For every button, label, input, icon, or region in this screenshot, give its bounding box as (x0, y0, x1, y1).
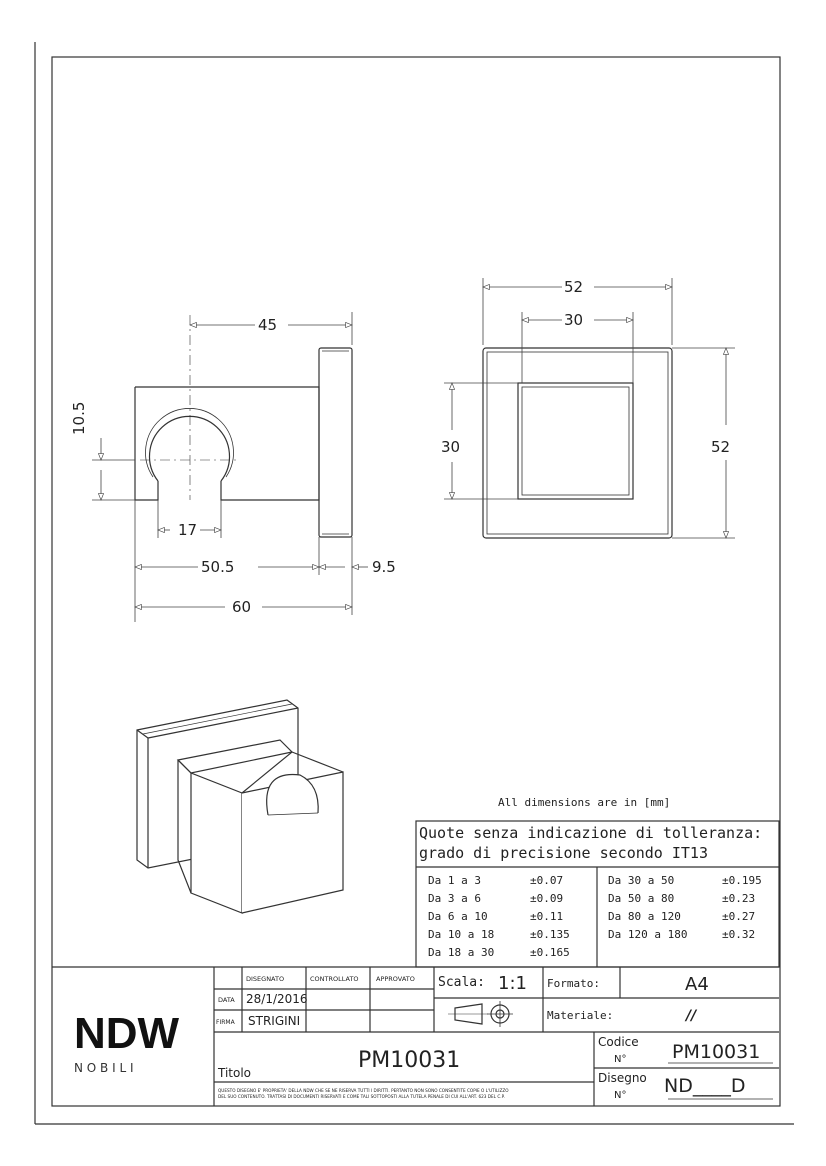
titolo-value: PM10031 (358, 1048, 461, 1073)
svg-text:±0.165: ±0.165 (530, 946, 570, 959)
disegno-label: Disegno (598, 1071, 647, 1085)
svg-text:±0.11: ±0.11 (530, 910, 564, 923)
materiale-value: // (686, 1008, 697, 1024)
dim-30-left: 30 (441, 438, 461, 456)
codice-value: PM10031 (672, 1041, 761, 1063)
materiale-label: Materiale: (547, 1009, 614, 1022)
col-approvato: APPROVATO (376, 975, 415, 983)
scala-value: 1:1 (498, 973, 527, 994)
row-data: DATA (218, 996, 235, 1004)
svg-text:Da 50 a 80: Da 50 a 80 (608, 892, 675, 905)
svg-text:Da 6 a 10: Da 6 a 10 (428, 910, 488, 923)
isometric-view (137, 700, 343, 913)
svg-text:±0.195: ±0.195 (722, 874, 762, 887)
svg-text:Da 120 a 180: Da 120 a 180 (608, 928, 688, 941)
titolo-label: Titolo (218, 1066, 252, 1080)
dim-9-5: 9.5 (372, 558, 396, 576)
svg-text:±0.07: ±0.07 (530, 874, 564, 887)
svg-text:Da 80 a 120: Da 80 a 120 (608, 910, 681, 923)
tolerance-table-left (428, 874, 570, 959)
dim-30-top: 30 (564, 311, 584, 329)
signature-value: STRIGINI (248, 1014, 301, 1028)
scala-label: Scala: (438, 975, 485, 990)
dim-50-5: 50.5 (201, 558, 235, 576)
tolerance-title-2: grado di precisione secondo IT13 (419, 844, 708, 862)
svg-text:±0.09: ±0.09 (530, 892, 564, 905)
tolerance-title-1: Quote senza indicazione di tolleranza: (419, 824, 763, 842)
svg-text:N O B I L I: N O B I L I (74, 1061, 134, 1075)
disclaimer-line-2: DEL SUO CONTENUTO. TRATTASI DI DOCUMENTI RISERVATI E COME TALI SOTTOPOSTI ALLA TUTELA PENALE DI CUI ALL'ART. 623 DEL C.P. (218, 1094, 505, 1099)
dim-45: 45 (258, 316, 278, 334)
company-logo (74, 1009, 180, 1075)
svg-text:Da 10 a 18: Da 10 a 18 (428, 928, 495, 941)
dim-10-5: 10.5 (70, 401, 88, 435)
tolerance-table-right (608, 874, 762, 941)
units-note: All dimensions are in [mm] (498, 796, 671, 809)
dim-17: 17 (178, 521, 198, 539)
codice-n: N° (614, 1054, 627, 1065)
formato-label: Formato: (547, 977, 600, 990)
projection-symbol-icon (448, 1001, 513, 1027)
svg-text:±0.27: ±0.27 (722, 910, 756, 923)
svg-text:Da 1 a 3: Da 1 a 3 (428, 874, 481, 887)
codice-label: Codice (598, 1035, 639, 1049)
col-disegnato: DISEGNATO (246, 975, 285, 983)
col-controllato: CONTROLLATO (310, 975, 359, 983)
dim-52-right: 52 (711, 438, 731, 456)
row-firma: FIRMA (216, 1019, 235, 1026)
svg-text:Da 18 a 30: Da 18 a 30 (428, 946, 495, 959)
dimension-labels (70, 278, 730, 616)
svg-text:±0.23: ±0.23 (722, 892, 756, 905)
front-view (483, 348, 672, 538)
svg-text:±0.135: ±0.135 (530, 928, 570, 941)
svg-text:Da 3 a 6: Da 3 a 6 (428, 892, 481, 905)
side-view (135, 315, 352, 537)
formato-value: A4 (685, 974, 709, 995)
dim-60: 60 (232, 598, 252, 616)
disegno-value: ND____D (664, 1075, 746, 1097)
svg-text:Da 30 a 50: Da 30 a 50 (608, 874, 675, 887)
date-value: 28/1/2016 (246, 992, 308, 1006)
disclaimer-line-1: QUESTO DISEGNO E' PROPRIETA' DELLA NDW CHE SE NE RISERVA TUTTI I DIRITTI. PERTANTO NON SONO CONSENTITE COPIE O L'UTILIZZO (218, 1088, 509, 1093)
disegno-n: N° (614, 1090, 627, 1101)
svg-text:NDW: NDW (74, 1009, 180, 1058)
dim-52-top: 52 (564, 278, 584, 296)
svg-text:±0.32: ±0.32 (722, 928, 756, 941)
